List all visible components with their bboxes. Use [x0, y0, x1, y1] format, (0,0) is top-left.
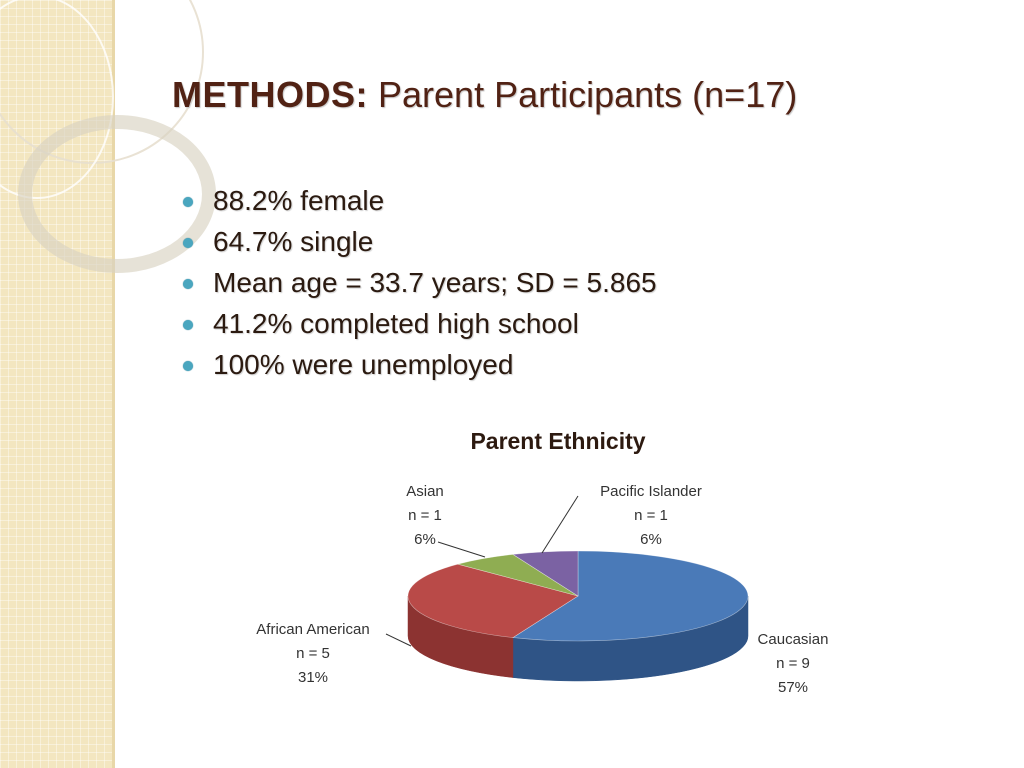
bullet-text: 41.2% completed high school [213, 308, 579, 339]
chart-title: Parent Ethnicity [470, 428, 646, 454]
data-label-name-asian: Asian [406, 483, 444, 500]
leader-line-african-american [386, 634, 411, 646]
bullet-text: 100% were unemployed [213, 349, 514, 380]
leader-line-asian [438, 542, 485, 557]
leader-line-pacific-islander [542, 496, 578, 553]
title-rest: Parent Participants (n=17) [368, 74, 798, 115]
data-label-name-caucasian: Caucasian [757, 631, 829, 648]
bullet-text: Mean age = 33.7 years; SD = 5.865 [213, 267, 657, 298]
data-label-name-pacific-islander: Pacific Islander [600, 483, 702, 500]
data-label-percent-caucasian: 57% [777, 679, 809, 696]
bullet-text: 64.7% single [213, 226, 374, 257]
title-strong: METHODS: [172, 74, 368, 115]
data-label-name-african-american: African American [256, 621, 370, 638]
data-label-count-pacific-islander: n = 1 [634, 507, 668, 524]
data-label-percent-asian: 6% [414, 531, 436, 548]
data-label-percent-pacific-islander: 6% [640, 531, 662, 548]
data-label-count-african-american: n = 5 [296, 645, 330, 662]
bullet-text: 88.2% female [213, 185, 385, 216]
data-label-percent-african-american: 31% [297, 669, 329, 686]
data-label-count-asian: n = 1 [408, 507, 442, 524]
data-label-count-caucasian: n = 9 [776, 655, 810, 672]
